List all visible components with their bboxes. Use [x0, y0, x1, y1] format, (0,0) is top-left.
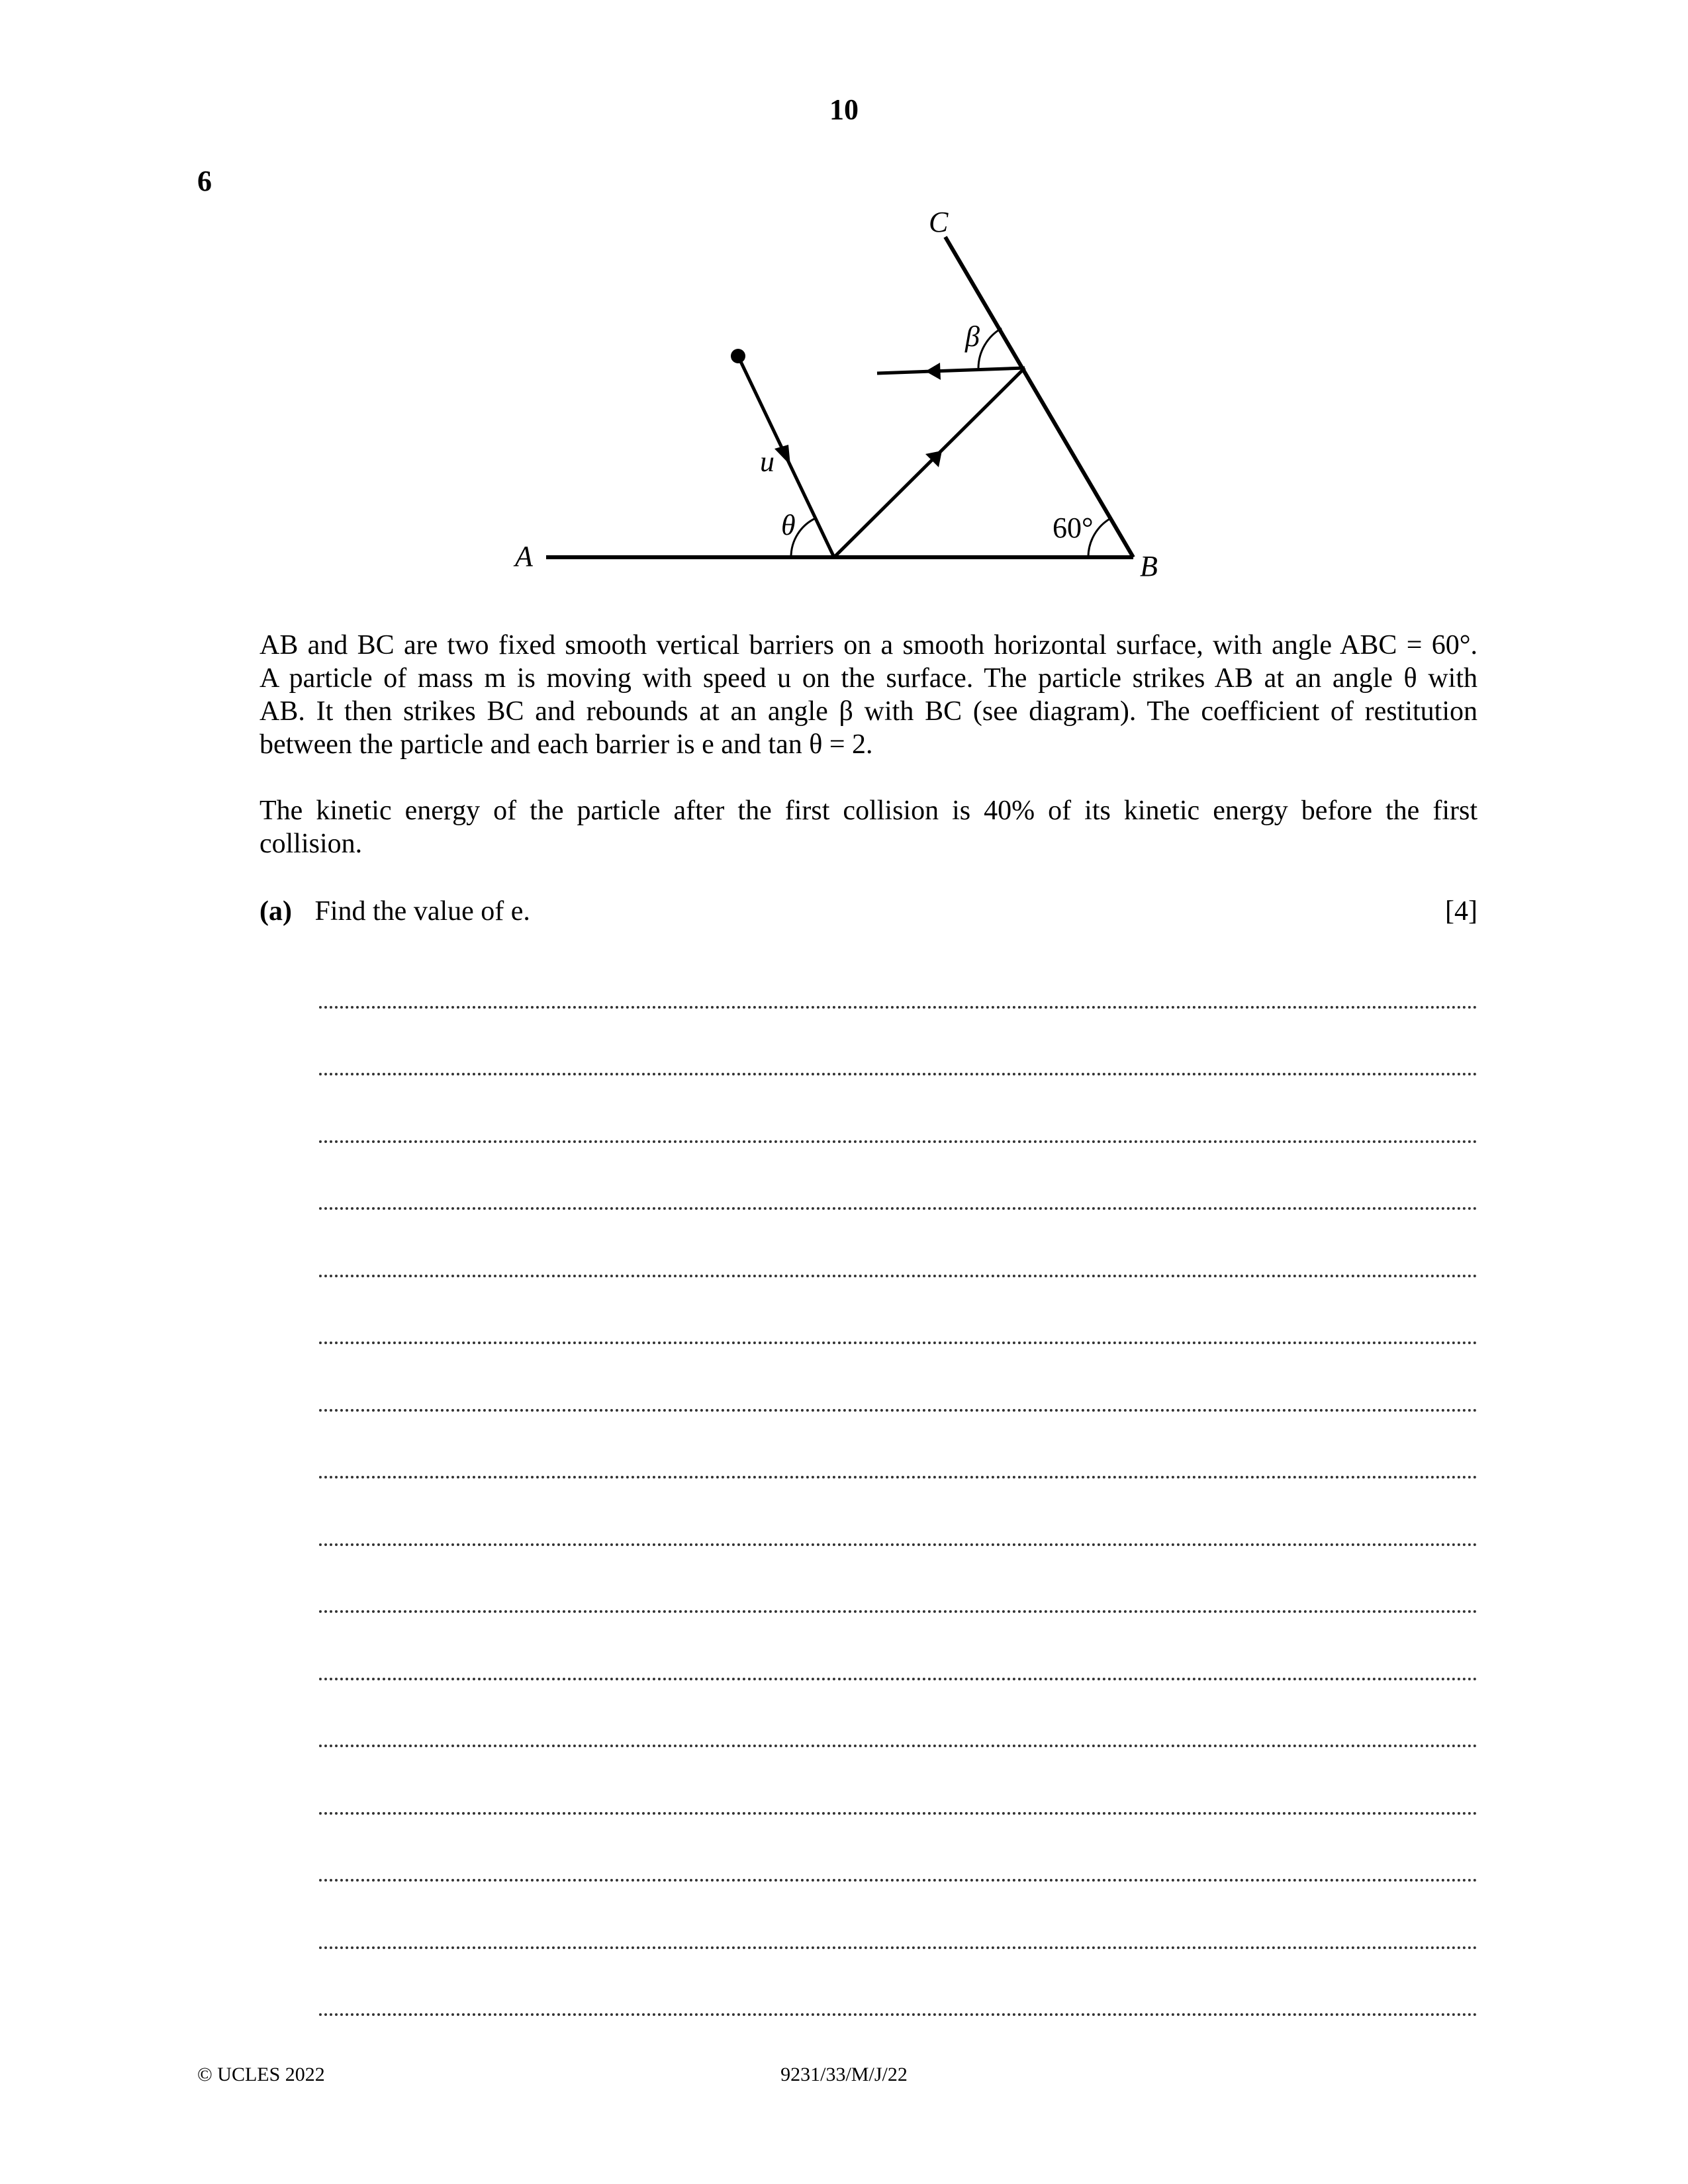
- answer-line[interactable]: [319, 1766, 1477, 1833]
- answer-line[interactable]: [319, 1833, 1477, 1901]
- answer-line[interactable]: [319, 1497, 1477, 1565]
- page-number: 10: [829, 93, 859, 126]
- part-a-text: Find the value of e.: [314, 896, 530, 927]
- answer-line[interactable]: [319, 1296, 1477, 1363]
- stem-line: between the particle and each barrier is e and tan θ = 2.: [259, 729, 873, 760]
- stem-paragraph-1: [259, 629, 1477, 761]
- answer-line[interactable]: [319, 1094, 1477, 1161]
- stem-line: A particle of mass m is moving with speed u on the surface. The particle strikes AB at an angle θ with: [259, 663, 1477, 694]
- footer-paper-code: 9231/33/M/J/22: [780, 2064, 908, 2085]
- incoming-arrow: [774, 445, 790, 465]
- barrier-bc: [945, 237, 1133, 557]
- answer-line[interactable]: [319, 1027, 1477, 1095]
- rebound-arrow: [925, 363, 941, 380]
- stem-line: AB and BC are two fixed smooth vertical barriers on a smooth horizontal surface, with angle ABC = 60°.: [259, 630, 1477, 660]
- question-number: 6: [197, 165, 212, 197]
- answer-line[interactable]: [319, 1968, 1477, 2035]
- answer-line[interactable]: [319, 1228, 1477, 1296]
- rebound-path: [877, 368, 1025, 373]
- stem-line: collision.: [259, 829, 363, 859]
- stem-paragraph-2: [259, 794, 1477, 860]
- collision-diagram: [0, 0, 1688, 609]
- answer-line[interactable]: [319, 1631, 1477, 1699]
- label-theta: θ: [781, 509, 796, 541]
- answer-line[interactable]: [319, 1161, 1477, 1229]
- part-a-marks: [4]: [1445, 896, 1477, 927]
- label-beta: β: [965, 320, 980, 353]
- path-ab-to-bc: [834, 368, 1025, 557]
- answer-line[interactable]: [319, 1363, 1477, 1430]
- answer-line[interactable]: [319, 960, 1477, 1027]
- label-a: A: [515, 540, 533, 572]
- question-stem: [259, 629, 1477, 761]
- answer-line[interactable]: [319, 1900, 1477, 1968]
- answer-line[interactable]: [319, 1699, 1477, 1766]
- part-a: [259, 895, 1477, 928]
- answer-lines[interactable]: [319, 960, 1477, 2034]
- stem-line: The kinetic energy of the particle after the first collision is 40% of its kinetic energy before the first: [259, 796, 1477, 826]
- label-c: C: [929, 206, 949, 238]
- answer-line[interactable]: [319, 1565, 1477, 1632]
- label-u: u: [760, 445, 774, 478]
- footer-copyright: © UCLES 2022: [197, 2064, 325, 2085]
- part-a-label: (a): [259, 896, 292, 927]
- label-angle-b: 60°: [1053, 512, 1094, 544]
- label-b: B: [1140, 550, 1158, 582]
- answer-line[interactable]: [319, 1430, 1477, 1498]
- question-stem-2: [259, 794, 1477, 860]
- beta-arc: [978, 328, 1002, 368]
- stem-line: AB. It then strikes BC and rebounds at an angle β with BC (see diagram). The coefficient of restitution: [259, 696, 1477, 727]
